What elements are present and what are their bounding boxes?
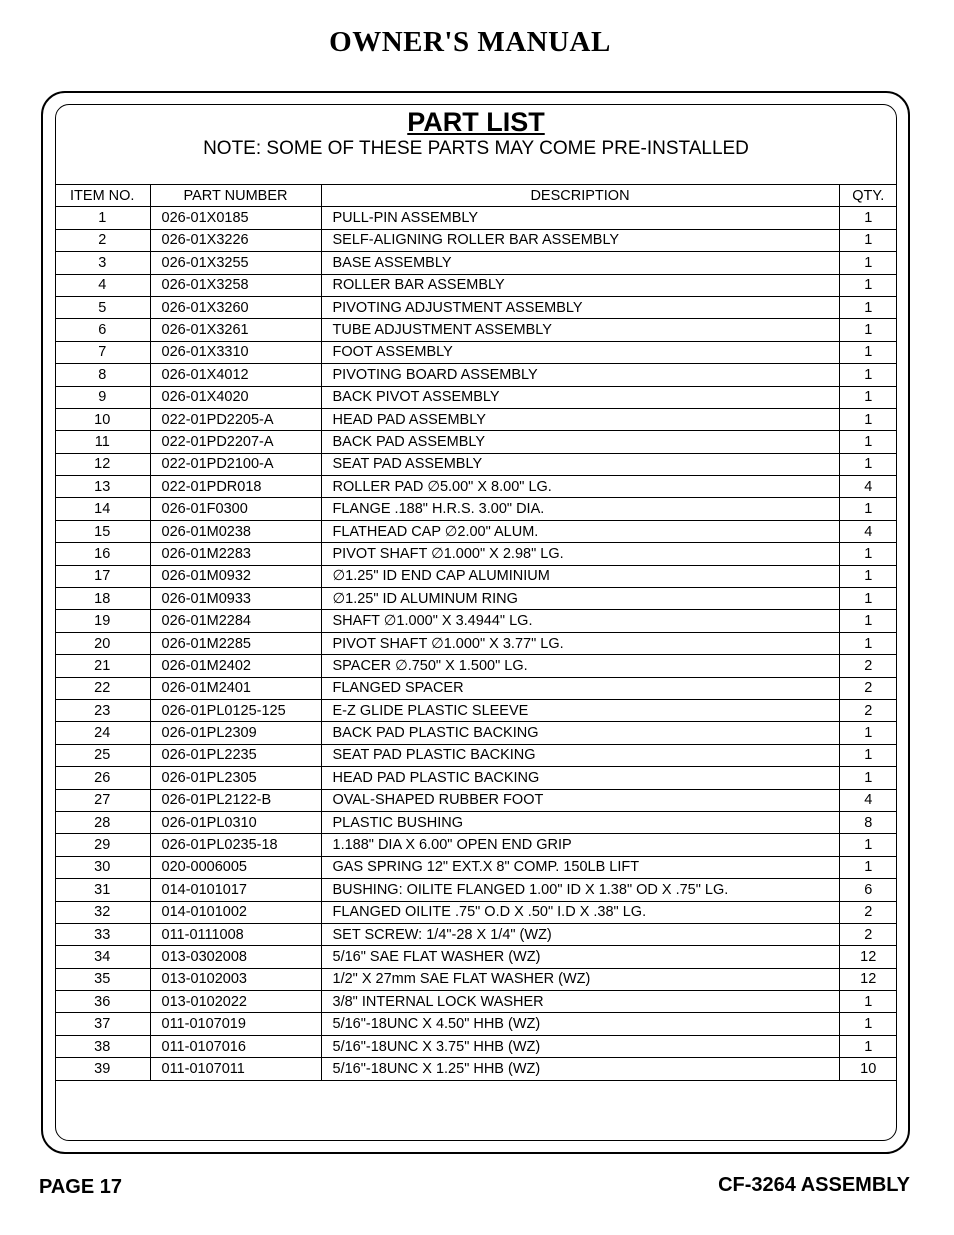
qty-cell: 2 bbox=[839, 655, 897, 677]
item-no-cell: 13 bbox=[55, 476, 150, 498]
description-cell: 5/16" SAE FLAT WASHER (WZ) bbox=[321, 946, 839, 968]
qty-cell: 1 bbox=[839, 341, 897, 363]
qty-cell: 1 bbox=[839, 543, 897, 565]
qty-cell: 1 bbox=[839, 498, 897, 520]
item-no-cell: 31 bbox=[55, 879, 150, 901]
item-no-cell: 29 bbox=[55, 834, 150, 856]
description-cell: FLATHEAD CAP ∅2.00" ALUM. bbox=[321, 520, 839, 542]
qty-cell: 1 bbox=[839, 991, 897, 1013]
part-number-cell: 014-0101017 bbox=[150, 879, 321, 901]
description-cell: 5/16"-18UNC X 3.75" HHB (WZ) bbox=[321, 1035, 839, 1057]
qty-cell: 4 bbox=[839, 789, 897, 811]
description-cell: PULL-PIN ASSEMBLY bbox=[321, 207, 839, 229]
item-no-cell: 19 bbox=[55, 610, 150, 632]
item-no-cell: 16 bbox=[55, 543, 150, 565]
part-number-cell: 022-01PD2205-A bbox=[150, 408, 321, 430]
table-row bbox=[55, 296, 897, 318]
table-row bbox=[55, 386, 897, 408]
part-list-title: PART LIST bbox=[407, 107, 545, 137]
parts-table bbox=[55, 184, 897, 1081]
qty-cell: 1 bbox=[839, 856, 897, 878]
qty-cell: 8 bbox=[839, 811, 897, 833]
qty-cell: 1 bbox=[839, 319, 897, 341]
table-row bbox=[55, 1058, 897, 1080]
qty-cell: 1 bbox=[839, 296, 897, 318]
table-row bbox=[55, 968, 897, 990]
table-row bbox=[55, 699, 897, 721]
description-cell: PIVOT SHAFT ∅1.000" X 2.98" LG. bbox=[321, 543, 839, 565]
qty-cell: 12 bbox=[839, 968, 897, 990]
item-no-cell: 10 bbox=[55, 408, 150, 430]
qty-cell: 1 bbox=[839, 588, 897, 610]
item-no-cell: 7 bbox=[55, 341, 150, 363]
description-cell: ROLLER PAD ∅5.00" X 8.00" LG. bbox=[321, 476, 839, 498]
item-no-cell: 21 bbox=[55, 655, 150, 677]
column-header-part-number: PART NUMBER bbox=[150, 185, 321, 207]
item-no-cell: 23 bbox=[55, 699, 150, 721]
item-no-cell: 33 bbox=[55, 923, 150, 945]
qty-cell: 12 bbox=[839, 946, 897, 968]
description-cell: OVAL-SHAPED RUBBER FOOT bbox=[321, 789, 839, 811]
table-row bbox=[55, 543, 897, 565]
description-cell: SPACER ∅.750" X 1.500" LG. bbox=[321, 655, 839, 677]
qty-cell: 1 bbox=[839, 431, 897, 453]
table-row bbox=[55, 588, 897, 610]
item-no-cell: 22 bbox=[55, 677, 150, 699]
description-cell: 3/8" INTERNAL LOCK WASHER bbox=[321, 991, 839, 1013]
table-row bbox=[55, 856, 897, 878]
item-no-cell: 17 bbox=[55, 565, 150, 587]
qty-cell: 1 bbox=[839, 744, 897, 766]
part-number-cell: 026-01F0300 bbox=[150, 498, 321, 520]
table-row bbox=[55, 364, 897, 386]
part-number-cell: 011-0107019 bbox=[150, 1013, 321, 1035]
table-row bbox=[55, 677, 897, 699]
qty-cell: 1 bbox=[839, 565, 897, 587]
table-row bbox=[55, 923, 897, 945]
qty-cell: 1 bbox=[839, 453, 897, 475]
item-no-cell: 34 bbox=[55, 946, 150, 968]
item-no-cell: 1 bbox=[55, 207, 150, 229]
pre-installed-note: NOTE: SOME OF THESE PARTS MAY COME PRE-INSTALLED bbox=[203, 138, 749, 159]
qty-cell: 1 bbox=[839, 274, 897, 296]
table-header-row bbox=[55, 185, 897, 207]
column-header-item-no: ITEM NO. bbox=[55, 185, 150, 207]
qty-cell: 1 bbox=[839, 722, 897, 744]
description-cell: E-Z GLIDE PLASTIC SLEEVE bbox=[321, 699, 839, 721]
qty-cell: 1 bbox=[839, 386, 897, 408]
part-number-cell: 011-0107016 bbox=[150, 1035, 321, 1057]
qty-cell: 10 bbox=[839, 1058, 897, 1080]
item-no-cell: 2 bbox=[55, 229, 150, 251]
part-number-cell: 026-01PL2309 bbox=[150, 722, 321, 744]
item-no-cell: 39 bbox=[55, 1058, 150, 1080]
part-number-cell: 026-01M2284 bbox=[150, 610, 321, 632]
table-row bbox=[55, 879, 897, 901]
description-cell: HEAD PAD PLASTIC BACKING bbox=[321, 767, 839, 789]
part-number-cell: 026-01X3310 bbox=[150, 341, 321, 363]
description-cell: PLASTIC BUSHING bbox=[321, 811, 839, 833]
item-no-cell: 30 bbox=[55, 856, 150, 878]
table-row bbox=[55, 834, 897, 856]
description-cell: BASE ASSEMBLY bbox=[321, 252, 839, 274]
part-number-cell: 026-01M2402 bbox=[150, 655, 321, 677]
table-row bbox=[55, 498, 897, 520]
description-cell: SHAFT ∅1.000" X 3.4944" LG. bbox=[321, 610, 839, 632]
qty-cell: 2 bbox=[839, 677, 897, 699]
part-number-cell: 026-01X3260 bbox=[150, 296, 321, 318]
part-number-cell: 026-01M2401 bbox=[150, 677, 321, 699]
item-no-cell: 18 bbox=[55, 588, 150, 610]
item-no-cell: 15 bbox=[55, 520, 150, 542]
description-cell: BUSHING: OILITE FLANGED 1.00" ID X 1.38" OD X .75" LG. bbox=[321, 879, 839, 901]
description-cell: FLANGED OILITE .75" O.D X .50" I.D X .38" LG. bbox=[321, 901, 839, 923]
table-row bbox=[55, 610, 897, 632]
parts-table-body bbox=[55, 207, 897, 1080]
item-no-cell: 12 bbox=[55, 453, 150, 475]
description-cell: FLANGED SPACER bbox=[321, 677, 839, 699]
part-number-cell: 020-0006005 bbox=[150, 856, 321, 878]
table-row bbox=[55, 946, 897, 968]
qty-cell: 1 bbox=[839, 229, 897, 251]
qty-cell: 2 bbox=[839, 923, 897, 945]
qty-cell: 1 bbox=[839, 1013, 897, 1035]
item-no-cell: 6 bbox=[55, 319, 150, 341]
item-no-cell: 8 bbox=[55, 364, 150, 386]
part-number-cell: 026-01M0932 bbox=[150, 565, 321, 587]
item-no-cell: 28 bbox=[55, 811, 150, 833]
table-row bbox=[55, 744, 897, 766]
item-no-cell: 24 bbox=[55, 722, 150, 744]
table-row bbox=[55, 767, 897, 789]
qty-cell: 1 bbox=[839, 408, 897, 430]
part-number-cell: 013-0102003 bbox=[150, 968, 321, 990]
table-row bbox=[55, 655, 897, 677]
part-number-cell: 026-01M2283 bbox=[150, 543, 321, 565]
item-no-cell: 26 bbox=[55, 767, 150, 789]
table-row bbox=[55, 341, 897, 363]
part-number-cell: 026-01X0185 bbox=[150, 207, 321, 229]
description-cell: SELF-ALIGNING ROLLER BAR ASSEMBLY bbox=[321, 229, 839, 251]
table-row bbox=[55, 1035, 897, 1057]
column-header-description: DESCRIPTION bbox=[321, 185, 839, 207]
description-cell: BACK PAD ASSEMBLY bbox=[321, 431, 839, 453]
table-row bbox=[55, 431, 897, 453]
qty-cell: 6 bbox=[839, 879, 897, 901]
part-number-cell: 026-01PL2122-B bbox=[150, 789, 321, 811]
description-cell: 1/2" X 27mm SAE FLAT WASHER (WZ) bbox=[321, 968, 839, 990]
part-number-cell: 022-01PDR018 bbox=[150, 476, 321, 498]
description-cell: SET SCREW: 1/4"-28 X 1/4" (WZ) bbox=[321, 923, 839, 945]
description-cell: SEAT PAD ASSEMBLY bbox=[321, 453, 839, 475]
item-no-cell: 25 bbox=[55, 744, 150, 766]
description-cell: 5/16"-18UNC X 1.25" HHB (WZ) bbox=[321, 1058, 839, 1080]
page-number: PAGE 17 bbox=[39, 1176, 122, 1198]
qty-cell: 1 bbox=[839, 610, 897, 632]
qty-cell: 4 bbox=[839, 520, 897, 542]
part-number-cell: 014-0101002 bbox=[150, 901, 321, 923]
description-cell: 5/16"-18UNC X 4.50" HHB (WZ) bbox=[321, 1013, 839, 1035]
item-no-cell: 11 bbox=[55, 431, 150, 453]
table-row bbox=[55, 632, 897, 654]
part-number-cell: 026-01M2285 bbox=[150, 632, 321, 654]
table-row bbox=[55, 722, 897, 744]
table-row bbox=[55, 901, 897, 923]
qty-cell: 1 bbox=[839, 1035, 897, 1057]
item-no-cell: 27 bbox=[55, 789, 150, 811]
qty-cell: 4 bbox=[839, 476, 897, 498]
description-cell: ∅1.25" ID END CAP ALUMINIUM bbox=[321, 565, 839, 587]
item-no-cell: 20 bbox=[55, 632, 150, 654]
part-number-cell: 026-01PL0235-18 bbox=[150, 834, 321, 856]
table-row bbox=[55, 1013, 897, 1035]
qty-cell: 1 bbox=[839, 632, 897, 654]
part-number-cell: 026-01X3258 bbox=[150, 274, 321, 296]
table-row bbox=[55, 274, 897, 296]
part-number-cell: 026-01PL2235 bbox=[150, 744, 321, 766]
qty-cell: 1 bbox=[839, 252, 897, 274]
table-row bbox=[55, 408, 897, 430]
item-no-cell: 35 bbox=[55, 968, 150, 990]
item-no-cell: 5 bbox=[55, 296, 150, 318]
item-no-cell: 3 bbox=[55, 252, 150, 274]
manual-title: OWNER'S MANUAL bbox=[329, 26, 611, 58]
item-no-cell: 37 bbox=[55, 1013, 150, 1035]
table-row bbox=[55, 319, 897, 341]
part-number-cell: 026-01X3261 bbox=[150, 319, 321, 341]
part-number-cell: 026-01PL0310 bbox=[150, 811, 321, 833]
part-number-cell: 026-01PL0125-125 bbox=[150, 699, 321, 721]
item-no-cell: 9 bbox=[55, 386, 150, 408]
part-number-cell: 013-0102022 bbox=[150, 991, 321, 1013]
description-cell: ∅1.25" ID ALUMINUM RING bbox=[321, 588, 839, 610]
table-row bbox=[55, 229, 897, 251]
table-row bbox=[55, 565, 897, 587]
qty-cell: 1 bbox=[839, 207, 897, 229]
part-number-cell: 011-0111008 bbox=[150, 923, 321, 945]
item-no-cell: 32 bbox=[55, 901, 150, 923]
item-no-cell: 4 bbox=[55, 274, 150, 296]
part-number-cell: 011-0107011 bbox=[150, 1058, 321, 1080]
part-number-cell: 013-0302008 bbox=[150, 946, 321, 968]
qty-cell: 1 bbox=[839, 767, 897, 789]
part-number-cell: 026-01X3255 bbox=[150, 252, 321, 274]
column-header-qty: QTY. bbox=[839, 185, 897, 207]
description-cell: PIVOTING BOARD ASSEMBLY bbox=[321, 364, 839, 386]
table-row bbox=[55, 252, 897, 274]
table-row bbox=[55, 811, 897, 833]
table-row bbox=[55, 789, 897, 811]
qty-cell: 2 bbox=[839, 699, 897, 721]
table-row bbox=[55, 520, 897, 542]
part-number-cell: 022-01PD2207-A bbox=[150, 431, 321, 453]
qty-cell: 1 bbox=[839, 834, 897, 856]
part-number-cell: 026-01M0238 bbox=[150, 520, 321, 542]
description-cell: PIVOTING ADJUSTMENT ASSEMBLY bbox=[321, 296, 839, 318]
description-cell: ROLLER BAR ASSEMBLY bbox=[321, 274, 839, 296]
description-cell: PIVOT SHAFT ∅1.000" X 3.77" LG. bbox=[321, 632, 839, 654]
description-cell: BACK PIVOT ASSEMBLY bbox=[321, 386, 839, 408]
part-number-cell: 026-01PL2305 bbox=[150, 767, 321, 789]
item-no-cell: 38 bbox=[55, 1035, 150, 1057]
table-row bbox=[55, 991, 897, 1013]
description-cell: SEAT PAD PLASTIC BACKING bbox=[321, 744, 839, 766]
description-cell: FLANGE .188" H.R.S. 3.00" DIA. bbox=[321, 498, 839, 520]
item-no-cell: 14 bbox=[55, 498, 150, 520]
table-row bbox=[55, 207, 897, 229]
description-cell: FOOT ASSEMBLY bbox=[321, 341, 839, 363]
assembly-name: CF-3264 ASSEMBLY bbox=[718, 1174, 910, 1196]
part-number-cell: 026-01X3226 bbox=[150, 229, 321, 251]
description-cell: BACK PAD PLASTIC BACKING bbox=[321, 722, 839, 744]
qty-cell: 2 bbox=[839, 901, 897, 923]
description-cell: 1.188" DIA X 6.00" OPEN END GRIP bbox=[321, 834, 839, 856]
table-row bbox=[55, 453, 897, 475]
description-cell: TUBE ADJUSTMENT ASSEMBLY bbox=[321, 319, 839, 341]
part-number-cell: 026-01X4020 bbox=[150, 386, 321, 408]
table-row bbox=[55, 476, 897, 498]
part-number-cell: 026-01X4012 bbox=[150, 364, 321, 386]
item-no-cell: 36 bbox=[55, 991, 150, 1013]
description-cell: GAS SPRING 12" EXT.X 8" COMP. 150LB LIFT bbox=[321, 856, 839, 878]
description-cell: HEAD PAD ASSEMBLY bbox=[321, 408, 839, 430]
qty-cell: 1 bbox=[839, 364, 897, 386]
part-number-cell: 022-01PD2100-A bbox=[150, 453, 321, 475]
part-number-cell: 026-01M0933 bbox=[150, 588, 321, 610]
